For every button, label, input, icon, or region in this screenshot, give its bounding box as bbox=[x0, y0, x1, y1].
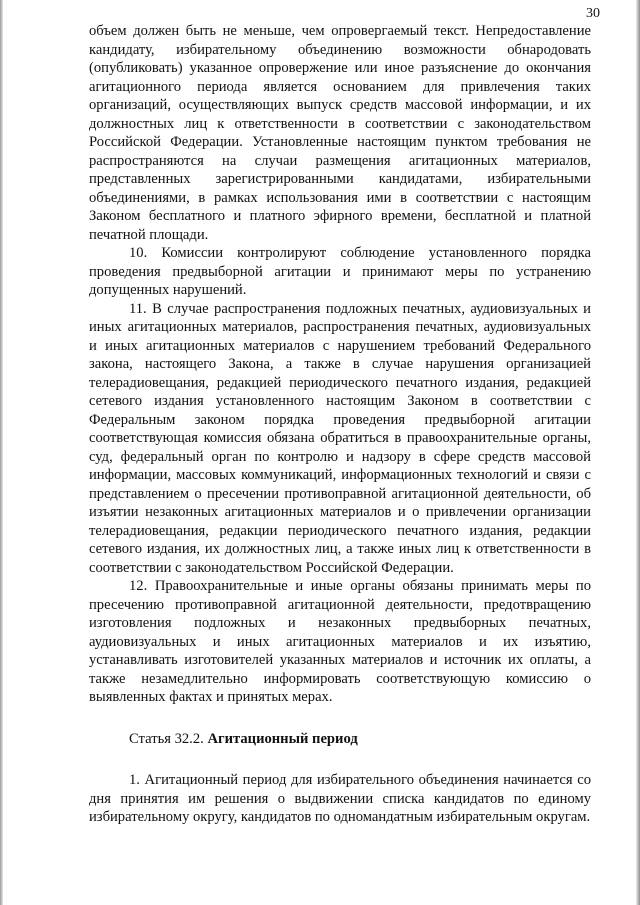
scan-edge-left bbox=[0, 0, 3, 905]
page-number: 30 bbox=[586, 6, 600, 21]
article-number: Статья 32.2. bbox=[129, 730, 208, 747]
paragraph-11: 11. В случае распространения подложных печатных, аудиовизуальных и иных агитационных материалов, распространения печатных, аудиовизуальных и иных агитационных материалов с нарушением требований Федерального закона, настоящего Закона, а также в случае нарушения организацией телерадиовещания, редакцией периодического печатного издания, редакцией сетевого издания установленного настоящим Законом в соответствии с Федеральным законом порядка проведения предвыборной агитации соответствующая комиссия обязана обратиться в правоохранительные органы, суд, федеральный орган по контролю и надзору в сфере средств массовой информации, массовых коммуникаций, информационных технологий и связи с представлением о пресечении противоправной агитационной деятельности, об изъятии незаконных агитационных материалов и о привлечении организации телерадиовещания, редакции периодического печатного издания, редакции сетевого издания, их должностных лиц, а также иных лиц к ответственности в соответствии с законодательством Российской Федерации. bbox=[89, 300, 591, 576]
article-heading bbox=[89, 730, 591, 749]
paragraph-12: 12. Правоохранительные и иные органы обязаны принимать меры по пресечению противоправной агитационной деятельности, предотвращению изготовления подложных и незаконных предвыборных печатных, аудиовизуальных и иных агитационных материалов и их изъятию, устанавливать изготовителей указанных материалов и источник их оплаты, а также незамедлительно информировать соответствующую комиссию о выявленных фактах и принятых мерах. bbox=[89, 578, 591, 705]
article-title: Агитационный период bbox=[207, 730, 358, 747]
paragraph-10: 10. Комиссии контролируют соблюдение установленного порядка проведения предвыборной агитации и принимают меры по устранению допущенных нарушений. bbox=[89, 245, 591, 298]
article-paragraph-1: 1. Агитационный период для избирательного объединения начинается со дня принятия им решения о выдвижении списка кандидатов по единому избирательному округу, кандидатов по одномандатным избирательным округам. bbox=[89, 772, 591, 825]
document-body bbox=[89, 22, 591, 827]
scan-edge-right bbox=[636, 0, 640, 905]
paragraph-continuation: объем должен быть не меньше, чем опровергаемый текст. Непредоставление кандидату, избирательному объединению возможности обнародовать (опубликовать) указанное опровержение или иное разъяснение до окончания агитационного периода является основанием для привлечения таких организаций, осуществляющих выпуск средств массовой информации, и их должностных лиц к ответственности в соответствии с законодательством Российской Федерации. Установленные настоящим пунктом требования не распространяются на случаи размещения агитационных материалов, представленных зарегистрированными кандидатами, избирательными объединениями, в рамках использования ими в соответствии с настоящим Законом бесплатного и платного эфирного времени, бесплатной и платной печатной площади. bbox=[89, 23, 591, 243]
